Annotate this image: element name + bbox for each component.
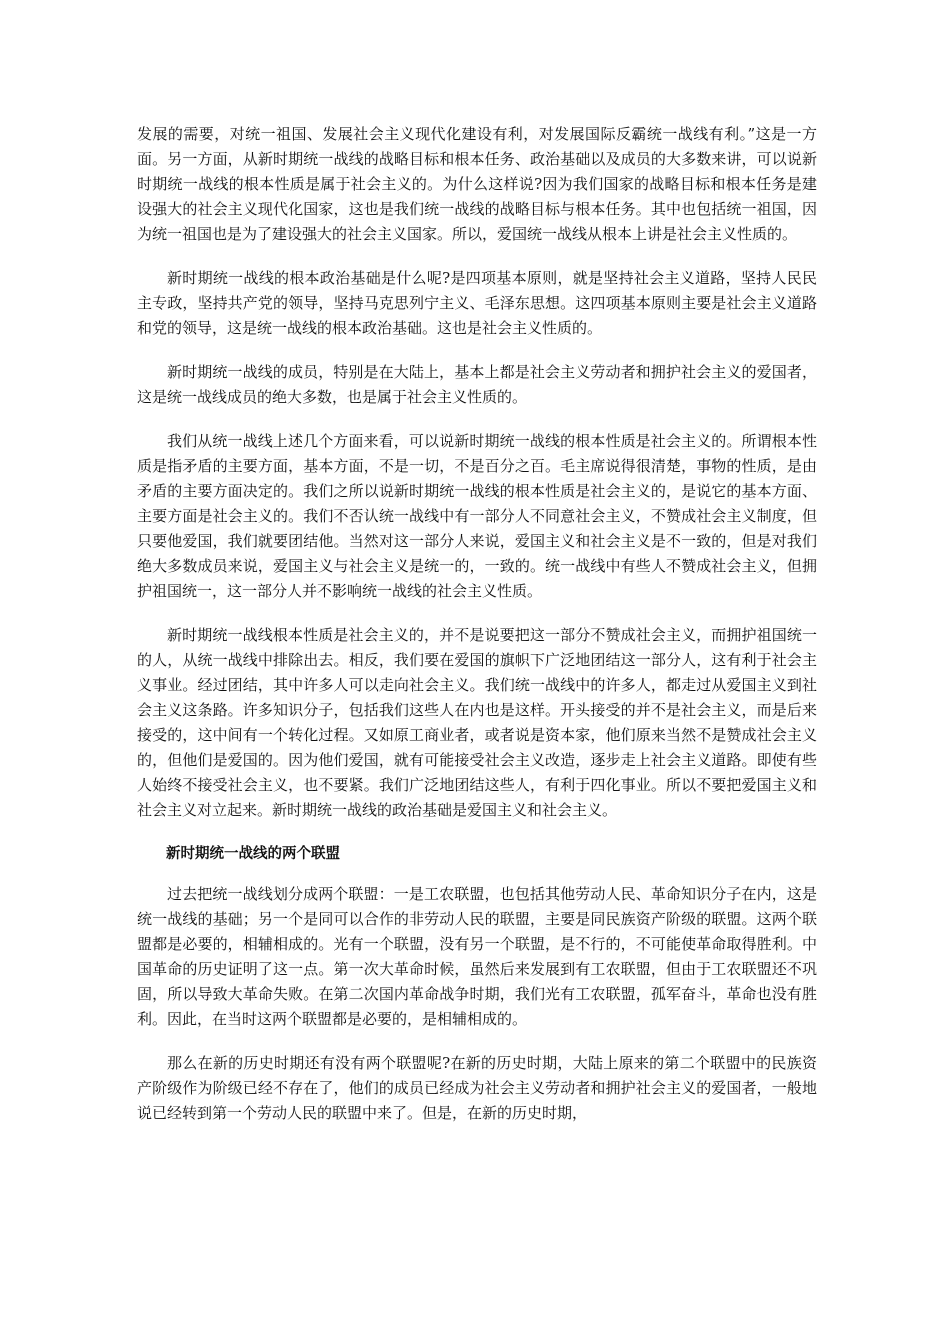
paragraph-6: 过去把统一战线划分成两个联盟：一是工农联盟，也包括其他劳动人民、革命知识分子在内，这是统一战线的基础；另一个是同可以合作的非劳动人民的联盟，主要是同民族资产阶级的联盟。这两个联盟都是必要的，相辅相成的。光有一个联盟，没有另一个联盟，是不行的，不可能使革命取得胜利。中国革命的历史证明了这一点。第一次大革命时候，虽然后来发展到有工农联盟，但由于工农联盟还不巩固，所以导致大革命失败。在第二次国内革命战争时期，我们光有工农联盟，孤军奋斗，革命也没有胜利。因此，在当时这两个联盟都是必要的，是相辅相成的。 <box>137 885 817 1028</box>
document-page <box>137 122 817 1145</box>
paragraph-3: 新时期统一战线的成员，特别是在大陆上，基本上都是社会主义劳动者和拥护社会主义的爱国者，这是统一战线成员的绝大多数，也是属于社会主义性质的。 <box>137 363 817 406</box>
paragraph-7: 那么在新的历史时期还有没有两个联盟呢?在新的历史时期，大陆上原来的第二个联盟中的民族资产阶级作为阶级已经不存在了，他们的成员已经成为社会主义劳动者和拥护社会主义的爱国者，一般地说已经转到第一个劳动人民的联盟中来了。但是，在新的历史时期， <box>137 1054 817 1122</box>
section-heading: 新时期统一战线的两个联盟 <box>166 846 340 862</box>
paragraph-2: 新时期统一战线的根本政治基础是什么呢?是四项基本原则，就是坚持社会主义道路，坚持人民民主专政，坚持共产党的领导，坚持马克思列宁主义、毛泽东思想。这四项基本原则主要是社会主义道路和党的领导，这是统一战线的根本政治基础。这也是社会主义性质的。 <box>137 269 817 337</box>
paragraph-4: 我们从统一战线上述几个方面来看，可以说新时期统一战线的根本性质是社会主义的。所谓根本性质是指矛盾的主要方面，基本方面，不是一切，不是百分之百。毛主席说得很清楚，事物的性质，是由矛盾的主要方面决定的。我们之所以说新时期统一战线的根本性质是社会主义的，是说它的基本方面、主要方面是社会主义的。我们不否认统一战线中有一部分人不同意社会主义，不赞成社会主义制度，但只要他爱国，我们就要团结他。当然对这一部分人来说，爱国主义和社会主义是不一致的，但是对我们绝大多数成员来说，爱国主义与社会主义是统一的，一致的。统一战线中有些人不赞成社会主义，但拥护祖国统一，这一部分人并不影响统一战线的社会主义性质。 <box>137 432 817 600</box>
paragraph-1: 发展的需要，对统一祖国、发展社会主义现代化建设有利，对发展国际反霸统一战线有利。”这是一方面。另一方面，从新时期统一战线的战略目标和根本任务、政治基础以及成员的大多数来讲，可以说新时期统一战线的根本性质是属于社会主义的。为什么这样说?因为我们国家的战略目标和根本任务是建设强大的社会主义现代化国家，这也是我们统一战线的战略目标与根本任务。其中也包括统一祖国，因为统一祖国也是为了建设强大的社会主义国家。所以，爱国统一战线从根本上讲是社会主义性质的。 <box>137 125 817 243</box>
paragraph-5: 新时期统一战线根本性质是社会主义的，并不是说要把这一部分不赞成社会主义，而拥护祖国统一的人，从统一战线中排除出去。相反，我们要在爱国的旗帜下广泛地团结这一部分人，这有利于社会主义事业。经过团结，其中许多人可以走向社会主义。我们统一战线中的许多人，都走过从爱国主义到社会主义这条路。许多知识分子，包括我们这些人在内也是这样。开头接受的并不是社会主义，而是后来接受的，这中间有一个转化过程。又如原工商业者，或者说是资本家，他们原来当然不是赞成社会主义的，但他们是爱国的。因为他们爱国，就有可能接受社会主义改造，逐步走上社会主义道路。即使有些人始终不接受社会主义，也不要紧。我们广泛地团结这些人，有利于四化事业。所以不要把爱国主义和社会主义对立起来。新时期统一战线的政治基础是爱国主义和社会主义。 <box>137 626 817 819</box>
